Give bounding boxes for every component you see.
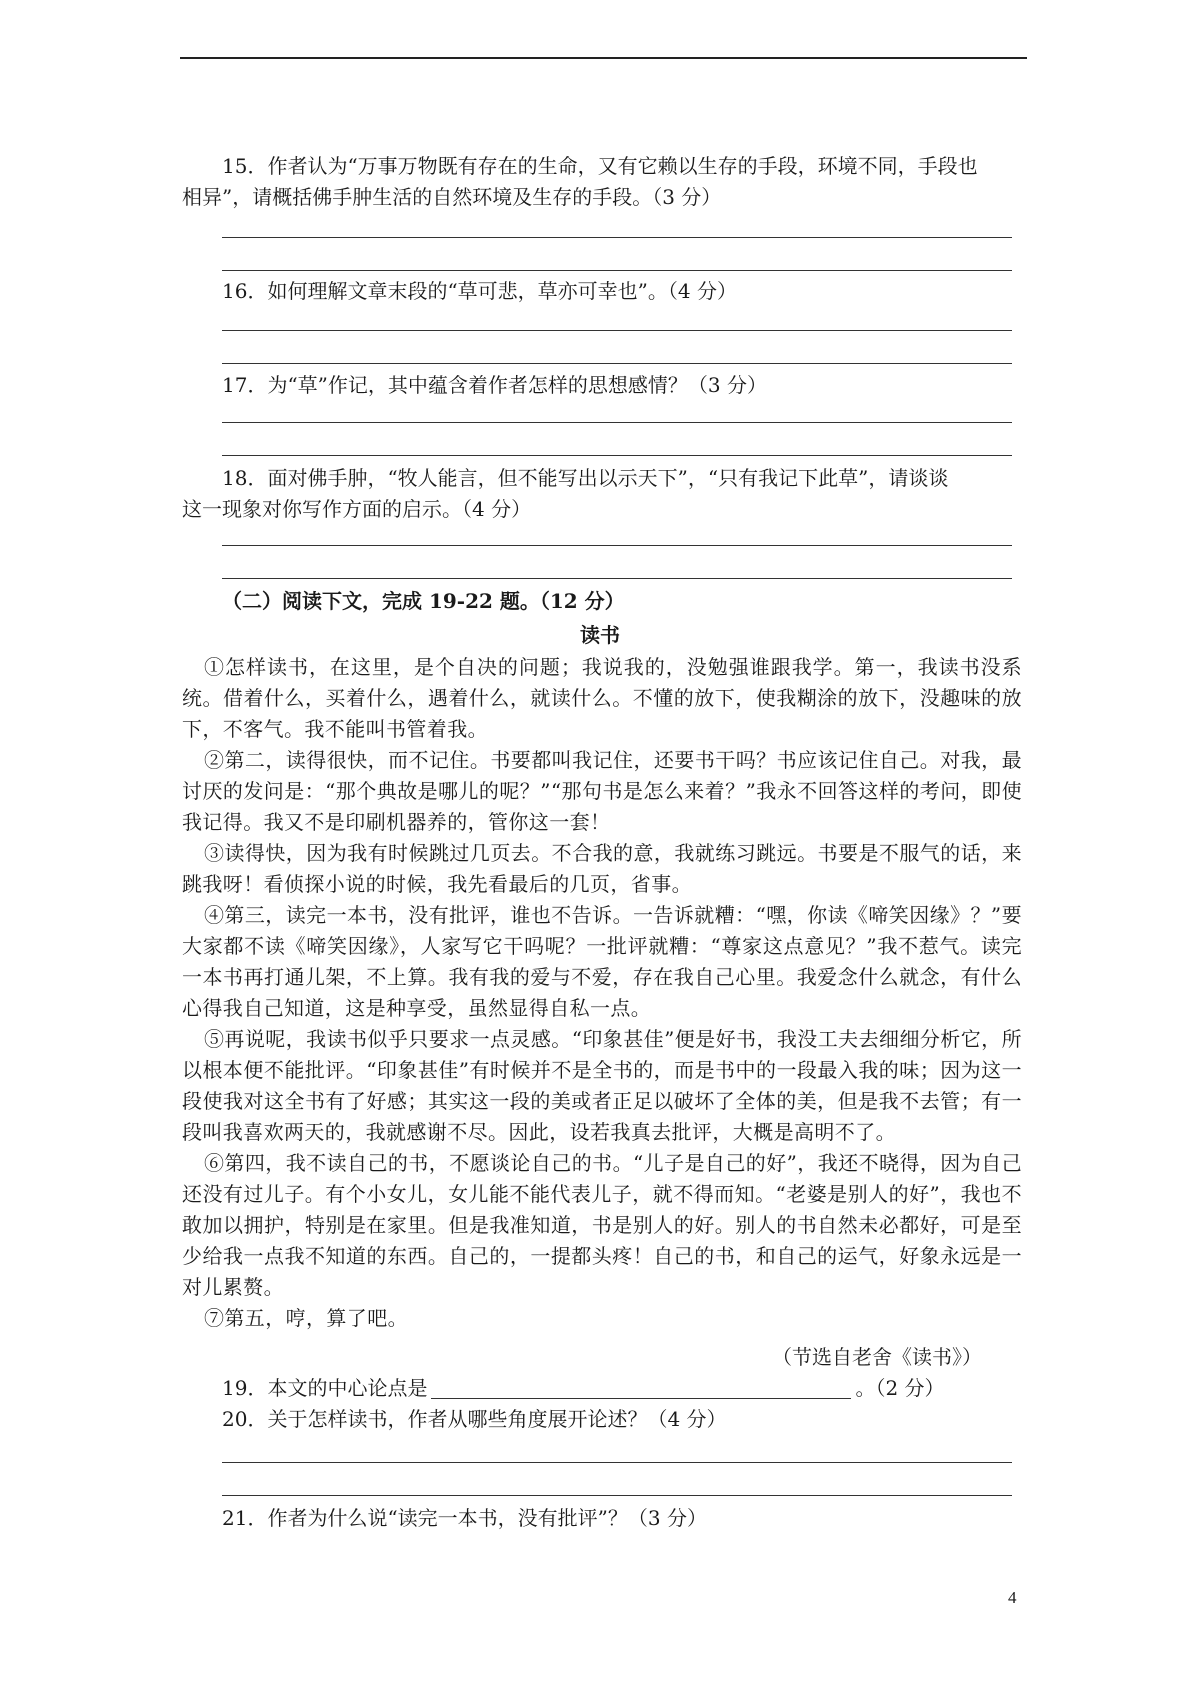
question-17-line1: 17．为“草”作记，其中蕴含着作者怎样的思想感情？（3 分） xyxy=(222,373,767,397)
paragraph: ②第二，读得很快，而不记住。书要都叫我记住，还要书干吗？书应该记住自己。对我，最讨厌的发问是：“那个典故是哪儿的呢？”“那句书是怎么来着？”我永不回答这样的考问，即使我记得。我又不是印刷机器养的，管你这一套！ xyxy=(182,748,1022,834)
section-heading: （二）阅读下文，完成 19-22 题。（12 分） xyxy=(222,589,625,613)
paragraph: ⑤再说呢，我读书似乎只要求一点灵感。“印象甚佳”便是好书，我没工夫去细细分析它，所以根本便不能批评。“印象甚佳”有时候并不是全书的，而是书中的一段最入我的味；因为这一段使我对这全书有了好感；其实这一段的美或者正足以破坏了全体的美，但是我不去管；有一段叫我喜欢两天的，我就感谢不尽。因此，设若我真去批评，大概是高明不了。 xyxy=(182,1027,1022,1144)
page-number: 4 xyxy=(1008,1588,1017,1607)
answer-line[interactable] xyxy=(222,270,1012,271)
article-title: 读书 xyxy=(580,623,620,647)
question-16 xyxy=(182,276,737,307)
question-15 xyxy=(182,151,978,213)
answer-line[interactable] xyxy=(222,545,1012,546)
question-15-line2: 相异”，请概括佛手肿生活的自然环境及生存的手段。（3 分） xyxy=(182,185,722,209)
answer-line[interactable] xyxy=(222,578,1012,579)
question-19-suffix: 。（2 分） xyxy=(855,1376,945,1400)
answer-line[interactable] xyxy=(222,237,1012,238)
article-source: （节选自老舍《读书》） xyxy=(772,1345,982,1369)
article-body xyxy=(182,652,1022,1334)
paragraph: ③读得快，因为我有时候跳过几页去。不合我的意，我就练习跳远。书要是不服气的话，来跳我呀！看侦探小说的时候，我先看最后的几页，省事。 xyxy=(182,841,1022,896)
question-19-prefix: 19．本文的中心论点是 xyxy=(222,1376,428,1400)
question-19 xyxy=(222,1373,945,1403)
paragraph: ④第三，读完一本书，没有批评，谁也不告诉。一告诉就糟：“嘿，你读《啼笑因缘》？”要大家都不读《啼笑因缘》，人家写它干吗呢？一批评就糟：“尊家这点意见？”我不惹气。读完一本书再打通儿架，不上算。我有我的爱与不爱，存在我自己心里。我爱念什么就念，有什么心得我自己知道，这是种享受，虽然显得自私一点。 xyxy=(182,903,1022,1020)
answer-line[interactable] xyxy=(222,1495,1012,1496)
question-21: 21．作者为什么说“读完一本书，没有批评”？（3 分） xyxy=(222,1506,707,1530)
answer-line[interactable] xyxy=(222,330,1012,331)
question-18-line1: 18．面对佛手肿，“牧人能言，但不能写出以示天下”，“只有我记下此草”，请谈谈 xyxy=(222,466,949,490)
question-18-line2: 这一现象对你写作方面的启示。（4 分） xyxy=(182,497,532,521)
paragraph: ⑥第四，我不读自己的书，不愿谈论自己的书。“儿子是自己的好”，我还不晓得，因为自己还没有过儿子。有个小女儿，女儿能不能代表儿子，就不得而知。“老婆是别人的好”，我也不敢加以拥护，特别是在家里。但是我准知道，书是别人的好。别人的书自然未必都好，可是至少给我一点我不知道的东西。自己的，一提都头疼！自己的书，和自己的运气，好象永远是一对儿累赘。 xyxy=(182,1151,1022,1299)
answer-line[interactable] xyxy=(222,422,1012,423)
question-18 xyxy=(182,463,948,525)
answer-line[interactable] xyxy=(222,455,1012,456)
header-rule xyxy=(180,57,1027,59)
answer-line[interactable] xyxy=(222,1462,1012,1463)
question-20: 20．关于怎样读书，作者从哪些角度展开论述？（4 分） xyxy=(222,1407,727,1431)
paragraph: ①怎样读书，在这里，是个自决的问题；我说我的，没勉强谁跟我学。第一，我读书没系统。借着什么，买着什么，遇着什么，就读什么。不懂的放下，使我糊涂的放下，没趣味的放下，不客气。我不能叫书管着我。 xyxy=(182,655,1022,741)
question-15-line1: 15．作者认为“万事万物既有存在的生命，又有它赖以生存的手段，环境不同，手段也 xyxy=(222,154,978,178)
question-16-line1: 16．如何理解文章末段的“草可悲，草亦可幸也”。（4 分） xyxy=(222,279,737,303)
question-17 xyxy=(182,370,767,401)
answer-line[interactable] xyxy=(222,363,1012,364)
paragraph: ⑦第五，哼，算了吧。 xyxy=(204,1306,408,1330)
fill-blank[interactable] xyxy=(431,1376,851,1399)
